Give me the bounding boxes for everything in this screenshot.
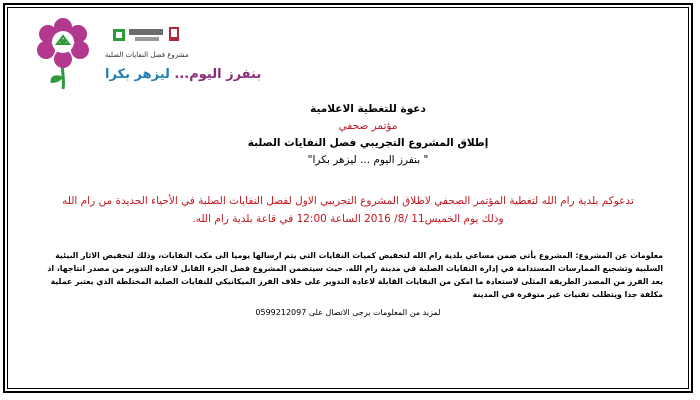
project-info: معلومات عن المشروع: المشروع يأتي ضمن مساعي بلدية رام الله لتخفيض كميات النفايات التي يتم ارسالها يوميا الى مكب النفايات، وذلك لتخفيض الاثار البيئية السلبية وتشجيع الممارسات المستدامة في إدارة النفايات الصلبة في مدينة رام الله. حيث سيتضمن المشروع فصل الجزء القابل لاعادة التدوير من مصدر انتاجها، اذ يعد الفرز من المصدر الطريقة المثلى لاستعادة ما امكن من النفايات القابلة لاعادة التدوير على خلاف الفرز الميكانيكي للنفايات الصلبة المختلطة الذي يعتبر عملية مكلفة جدا ويتطلب تقنيات غير متوفرة في المدينة <box>47 251 663 299</box>
invitation-text <box>45 192 651 228</box>
slogan: " بنفرز اليوم ... ليزهر بكرا" <box>307 154 429 166</box>
document-frame <box>3 3 693 393</box>
press-conference-label: مؤتمر صحفي <box>338 120 398 132</box>
invitation-line1: تدعوكم بلدية رام الله لتغطية المؤتمر الصحفي لاطلاق المشروع التجريبي الاول لفصل النفايات الصلبة في الأحياء الجديدة من رام الله <box>62 195 634 207</box>
tagline <box>105 67 261 82</box>
tagline-part2: ليزهر بكرا <box>105 67 175 82</box>
project-name: مشروع فصل النفايات الصلبة <box>105 51 189 59</box>
invitation-title: دعوة للتغطية الاعلامية <box>310 103 426 115</box>
contact-info: لمزيد من المعلومات يرجى الاتصال على 0599212097 <box>255 308 441 317</box>
header-block <box>165 101 571 169</box>
tagline-part1: بنفرز اليوم... <box>174 67 262 82</box>
project-launch-title: إطلاق المشروع التجريبي فصل النفايات الصلبة <box>247 137 489 149</box>
invitation-line2: وذلك يوم الخميس11 /8/ 2016 الساعة 12:00 في قاعة بلدية رام الله. <box>192 213 504 225</box>
